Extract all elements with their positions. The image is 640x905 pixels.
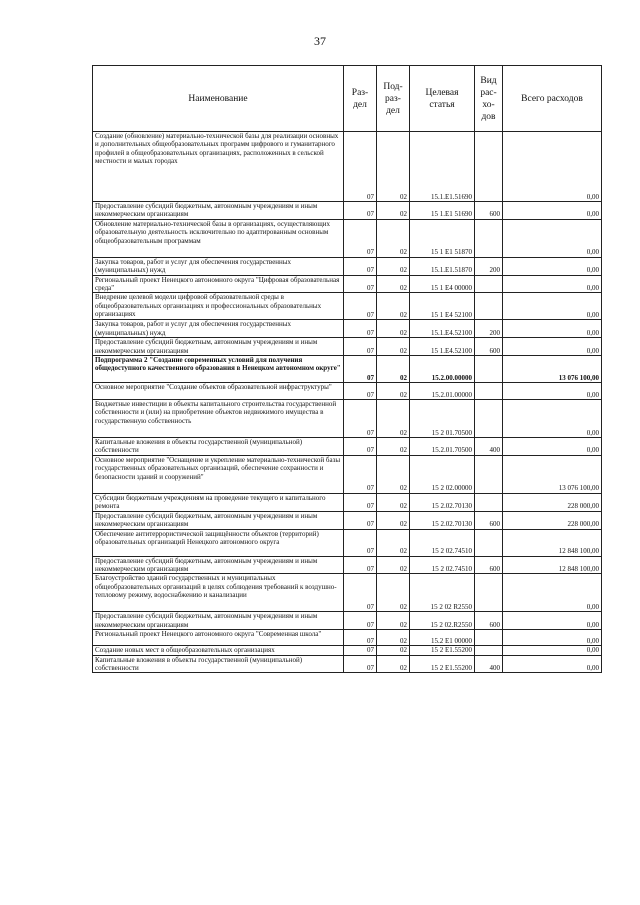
table-row — [93, 556, 602, 574]
table-row — [93, 511, 602, 529]
cell-code: 15 1 Е1 51870 — [410, 219, 475, 257]
table-row — [93, 202, 602, 220]
cell-code: 15 1 Е4 52100 — [410, 293, 475, 320]
cell-sum: 228 000,00 — [503, 493, 602, 511]
cell-vid: 600 — [475, 202, 503, 220]
cell-name: Основное мероприятие "Создание объектов образовательной инфраструктуры" — [93, 383, 344, 400]
cell-podrazdel: 02 — [377, 612, 410, 630]
cell-sum: 0,00 — [503, 293, 602, 320]
table-row — [93, 383, 602, 400]
cell-name: Предоставление субсидий бюджетным, автономным учреждениям и иным некоммерческим организациям — [93, 556, 344, 574]
cell-vid — [475, 493, 503, 511]
cell-podrazdel: 02 — [377, 132, 410, 202]
cell-code: 15 2 02 R2550 — [410, 574, 475, 612]
cell-sum: 12 848 100,00 — [503, 556, 602, 574]
table-row — [93, 493, 602, 511]
cell-name: Капитальные вложения в объекты государственной (муниципальной) собственности — [93, 655, 344, 673]
header-name-label: Наименование — [188, 93, 248, 104]
cell-podrazdel: 02 — [377, 275, 410, 293]
cell-vid — [475, 219, 503, 257]
cell-podrazdel: 02 — [377, 529, 410, 556]
cell-sum: 0,00 — [503, 320, 602, 338]
cell-sum: 0,00 — [503, 438, 602, 456]
cell-code: 15.2 Е1 00000 — [410, 630, 475, 646]
cell-name: Обеспечение антитеррористической защищённости объектов (территорий) образовательных организаций Ненецкого автономного округа — [93, 529, 344, 556]
cell-code: 15 1.Е1 51690 — [410, 202, 475, 220]
cell-code: 15 2 02.00000 — [410, 455, 475, 493]
cell-razdel: 07 — [344, 293, 377, 320]
cell-razdel: 07 — [344, 556, 377, 574]
cell-podrazdel: 02 — [377, 511, 410, 529]
cell-name: Предоставление субсидий бюджетным, автономным учреждениям и иным некоммерческим организациям — [93, 338, 344, 356]
table-row — [93, 320, 602, 338]
cell-code: 15 2.02.70130 — [410, 493, 475, 511]
cell-razdel: 07 — [344, 132, 377, 202]
cell-vid: 200 — [475, 320, 503, 338]
cell-name: Региональный проект Ненецкого автономного округа "Цифровая образовательная среда" — [93, 275, 344, 293]
cell-code: 15 2.02.70130 — [410, 511, 475, 529]
cell-sum: 0,00 — [503, 630, 602, 646]
cell-vid — [475, 400, 503, 438]
header-sum-label: Всего расходов — [521, 93, 583, 104]
table-row — [93, 219, 602, 257]
cell-sum: 228 000,00 — [503, 511, 602, 529]
table-row — [93, 257, 602, 275]
cell-podrazdel: 02 — [377, 338, 410, 356]
header-code — [410, 66, 475, 132]
cell-vid — [475, 646, 503, 655]
cell-razdel: 07 — [344, 529, 377, 556]
table-row — [93, 455, 602, 493]
cell-razdel: 07 — [344, 438, 377, 456]
cell-code: 15 2 02.R2550 — [410, 612, 475, 630]
cell-razdel: 07 — [344, 338, 377, 356]
cell-razdel: 07 — [344, 646, 377, 655]
cell-vid — [475, 132, 503, 202]
cell-razdel: 07 — [344, 320, 377, 338]
cell-podrazdel: 02 — [377, 293, 410, 320]
cell-name: Закупка товаров, работ и услуг для обеспечения государственных (муниципальных) нужд — [93, 320, 344, 338]
header-vid — [475, 66, 503, 132]
header-razdel — [344, 66, 377, 132]
cell-code: 15 1 Е4 00000 — [410, 275, 475, 293]
cell-razdel: 07 — [344, 400, 377, 438]
cell-sum: 0,00 — [503, 383, 602, 400]
cell-podrazdel: 02 — [377, 438, 410, 456]
cell-sum: 0,00 — [503, 219, 602, 257]
cell-code: 15 2 02.74510 — [410, 529, 475, 556]
cell-code: 15.2.01.70500 — [410, 438, 475, 456]
cell-sum: 0,00 — [503, 202, 602, 220]
table-row — [93, 338, 602, 356]
cell-vid — [475, 630, 503, 646]
cell-sum: 0,00 — [503, 574, 602, 612]
cell-razdel: 07 — [344, 511, 377, 529]
cell-code: 15 2 Е1.55200 — [410, 655, 475, 673]
cell-razdel: 07 — [344, 612, 377, 630]
cell-sum: 13 076 100,00 — [503, 455, 602, 493]
cell-name: Региональный проект Ненецкого автономного округа "Современная школа" — [93, 630, 344, 646]
cell-razdel: 07 — [344, 383, 377, 400]
cell-sum: 0,00 — [503, 612, 602, 630]
cell-vid — [475, 383, 503, 400]
table-row — [93, 612, 602, 630]
cell-razdel: 07 — [344, 219, 377, 257]
cell-podrazdel: 02 — [377, 646, 410, 655]
table-row — [93, 655, 602, 673]
cell-sum: 12 848 100,00 — [503, 529, 602, 556]
cell-name: Основное мероприятие "Оснащение и укрепление материально-технической базы государственных образовательных организаций, обеспечение сохранности и безопасности зданий и сооружений" — [93, 455, 344, 493]
cell-razdel: 07 — [344, 493, 377, 511]
cell-vid: 600 — [475, 511, 503, 529]
cell-podrazdel: 02 — [377, 320, 410, 338]
cell-podrazdel: 02 — [377, 383, 410, 400]
cell-razdel: 07 — [344, 257, 377, 275]
cell-sum: 0,00 — [503, 400, 602, 438]
table-header-row — [93, 66, 602, 132]
cell-razdel: 07 — [344, 574, 377, 612]
cell-code: 15 2 Е1.55200 — [410, 646, 475, 655]
header-name — [93, 66, 344, 132]
cell-podrazdel: 02 — [377, 219, 410, 257]
table-row — [93, 293, 602, 320]
cell-code: 15 2 01.70500 — [410, 400, 475, 438]
cell-podrazdel: 02 — [377, 655, 410, 673]
cell-name: Благоустройство зданий государственных и муниципальных общеобразовательных организаций в целях соблюдения требований к воздушно-тепловому режиму, водоснабжению и канализации — [93, 574, 344, 612]
cell-name: Капитальные вложения в объекты государственной (муниципальной) собственности — [93, 438, 344, 456]
cell-razdel: 07 — [344, 630, 377, 646]
cell-sum: 0,00 — [503, 257, 602, 275]
cell-vid: 400 — [475, 655, 503, 673]
table-row — [93, 646, 602, 655]
cell-vid: 600 — [475, 612, 503, 630]
cell-podrazdel: 02 — [377, 257, 410, 275]
cell-razdel: 07 — [344, 202, 377, 220]
cell-vid — [475, 529, 503, 556]
cell-name: Бюджетные инвестиции в объекты капитального строительства государственной собственности и (или) на приобретение объектов недвижимого имущества в государственную собственность — [93, 400, 344, 438]
table-row — [93, 438, 602, 456]
cell-sum: 0,00 — [503, 132, 602, 202]
cell-vid — [475, 574, 503, 612]
cell-podrazdel: 02 — [377, 400, 410, 438]
cell-code: 15 1.Е4.52100 — [410, 338, 475, 356]
table-row — [93, 356, 602, 383]
cell-name: Закупка товаров, работ и услуг для обеспечения государственных (муниципальных) нужд — [93, 257, 344, 275]
cell-sum: 0,00 — [503, 646, 602, 655]
cell-name: Подпрограмма 2 "Создание современных условий для получения общедоступного качественного образования в Ненецком автономном округе" — [93, 356, 344, 383]
page-number: 37 — [314, 34, 326, 48]
cell-vid: 400 — [475, 438, 503, 456]
header-sum — [503, 66, 602, 132]
table-row — [93, 630, 602, 646]
header-vid-label: Вид рас- хо- дов — [480, 75, 497, 122]
cell-name: Создание (обновление) материально-технической базы для реализации основных и дополнительных общеобразовательных программ цифрового и гуманитарного профилей в общеобразовательных организациях, расположенных в сельской местности и малых городах — [93, 132, 344, 202]
table-row — [93, 132, 602, 202]
header-code-label: Целевая статья — [425, 87, 459, 110]
cell-vid — [475, 293, 503, 320]
cell-name: Предоставление субсидий бюджетным, автономным учреждениям и иным некоммерческим организациям — [93, 612, 344, 630]
cell-podrazdel: 02 — [377, 356, 410, 383]
cell-code: 15.1.Е1.51870 — [410, 257, 475, 275]
budget-table — [92, 65, 602, 673]
cell-name: Предоставление субсидий бюджетным, автономным учреждениям и иным некоммерческим организациям — [93, 511, 344, 529]
table-row — [93, 529, 602, 556]
cell-vid: 600 — [475, 556, 503, 574]
cell-podrazdel: 02 — [377, 630, 410, 646]
cell-vid — [475, 356, 503, 383]
cell-name: Субсидии бюджетным учреждениям на проведение текущего и капитального ремонта — [93, 493, 344, 511]
cell-code: 15.2.00.00000 — [410, 356, 475, 383]
cell-name: Обновление материально-технической базы в организациях, осуществляющих образовательную деятельность исключительно по адаптированным основным общеобразовательным программам — [93, 219, 344, 257]
table-row — [93, 574, 602, 612]
cell-vid: 600 — [475, 338, 503, 356]
cell-vid — [475, 275, 503, 293]
cell-name: Создание новых мест в общеобразовательных организациях — [93, 646, 344, 655]
header-podrazdel — [377, 66, 410, 132]
cell-podrazdel: 02 — [377, 556, 410, 574]
cell-podrazdel: 02 — [377, 493, 410, 511]
cell-razdel: 07 — [344, 275, 377, 293]
cell-razdel: 07 — [344, 655, 377, 673]
header-podrazdel-label: Под- раз- дел — [383, 81, 403, 116]
cell-code: 15.1.Е4.52100 — [410, 320, 475, 338]
cell-razdel: 07 — [344, 455, 377, 493]
cell-podrazdel: 02 — [377, 574, 410, 612]
cell-name: Предоставление субсидий бюджетным, автономным учреждениям и иным некоммерческим организациям — [93, 202, 344, 220]
cell-code: 15 2 02.74510 — [410, 556, 475, 574]
cell-razdel: 07 — [344, 356, 377, 383]
cell-code: 15.2.01.00000 — [410, 383, 475, 400]
cell-sum: 0,00 — [503, 275, 602, 293]
header-razdel-label: Раз- дел — [351, 87, 369, 110]
table-row — [93, 275, 602, 293]
cell-vid: 200 — [475, 257, 503, 275]
cell-vid — [475, 455, 503, 493]
cell-podrazdel: 02 — [377, 202, 410, 220]
cell-sum: 0,00 — [503, 655, 602, 673]
cell-code: 15.1.Е1.51690 — [410, 132, 475, 202]
cell-sum: 13 076 100,00 — [503, 356, 602, 383]
cell-podrazdel: 02 — [377, 455, 410, 493]
table-row — [93, 400, 602, 438]
cell-sum: 0,00 — [503, 338, 602, 356]
cell-name: Внедрение целевой модели цифровой образовательной среды в общеобразовательных организациях и профессиональных образовательных организациях — [93, 293, 344, 320]
